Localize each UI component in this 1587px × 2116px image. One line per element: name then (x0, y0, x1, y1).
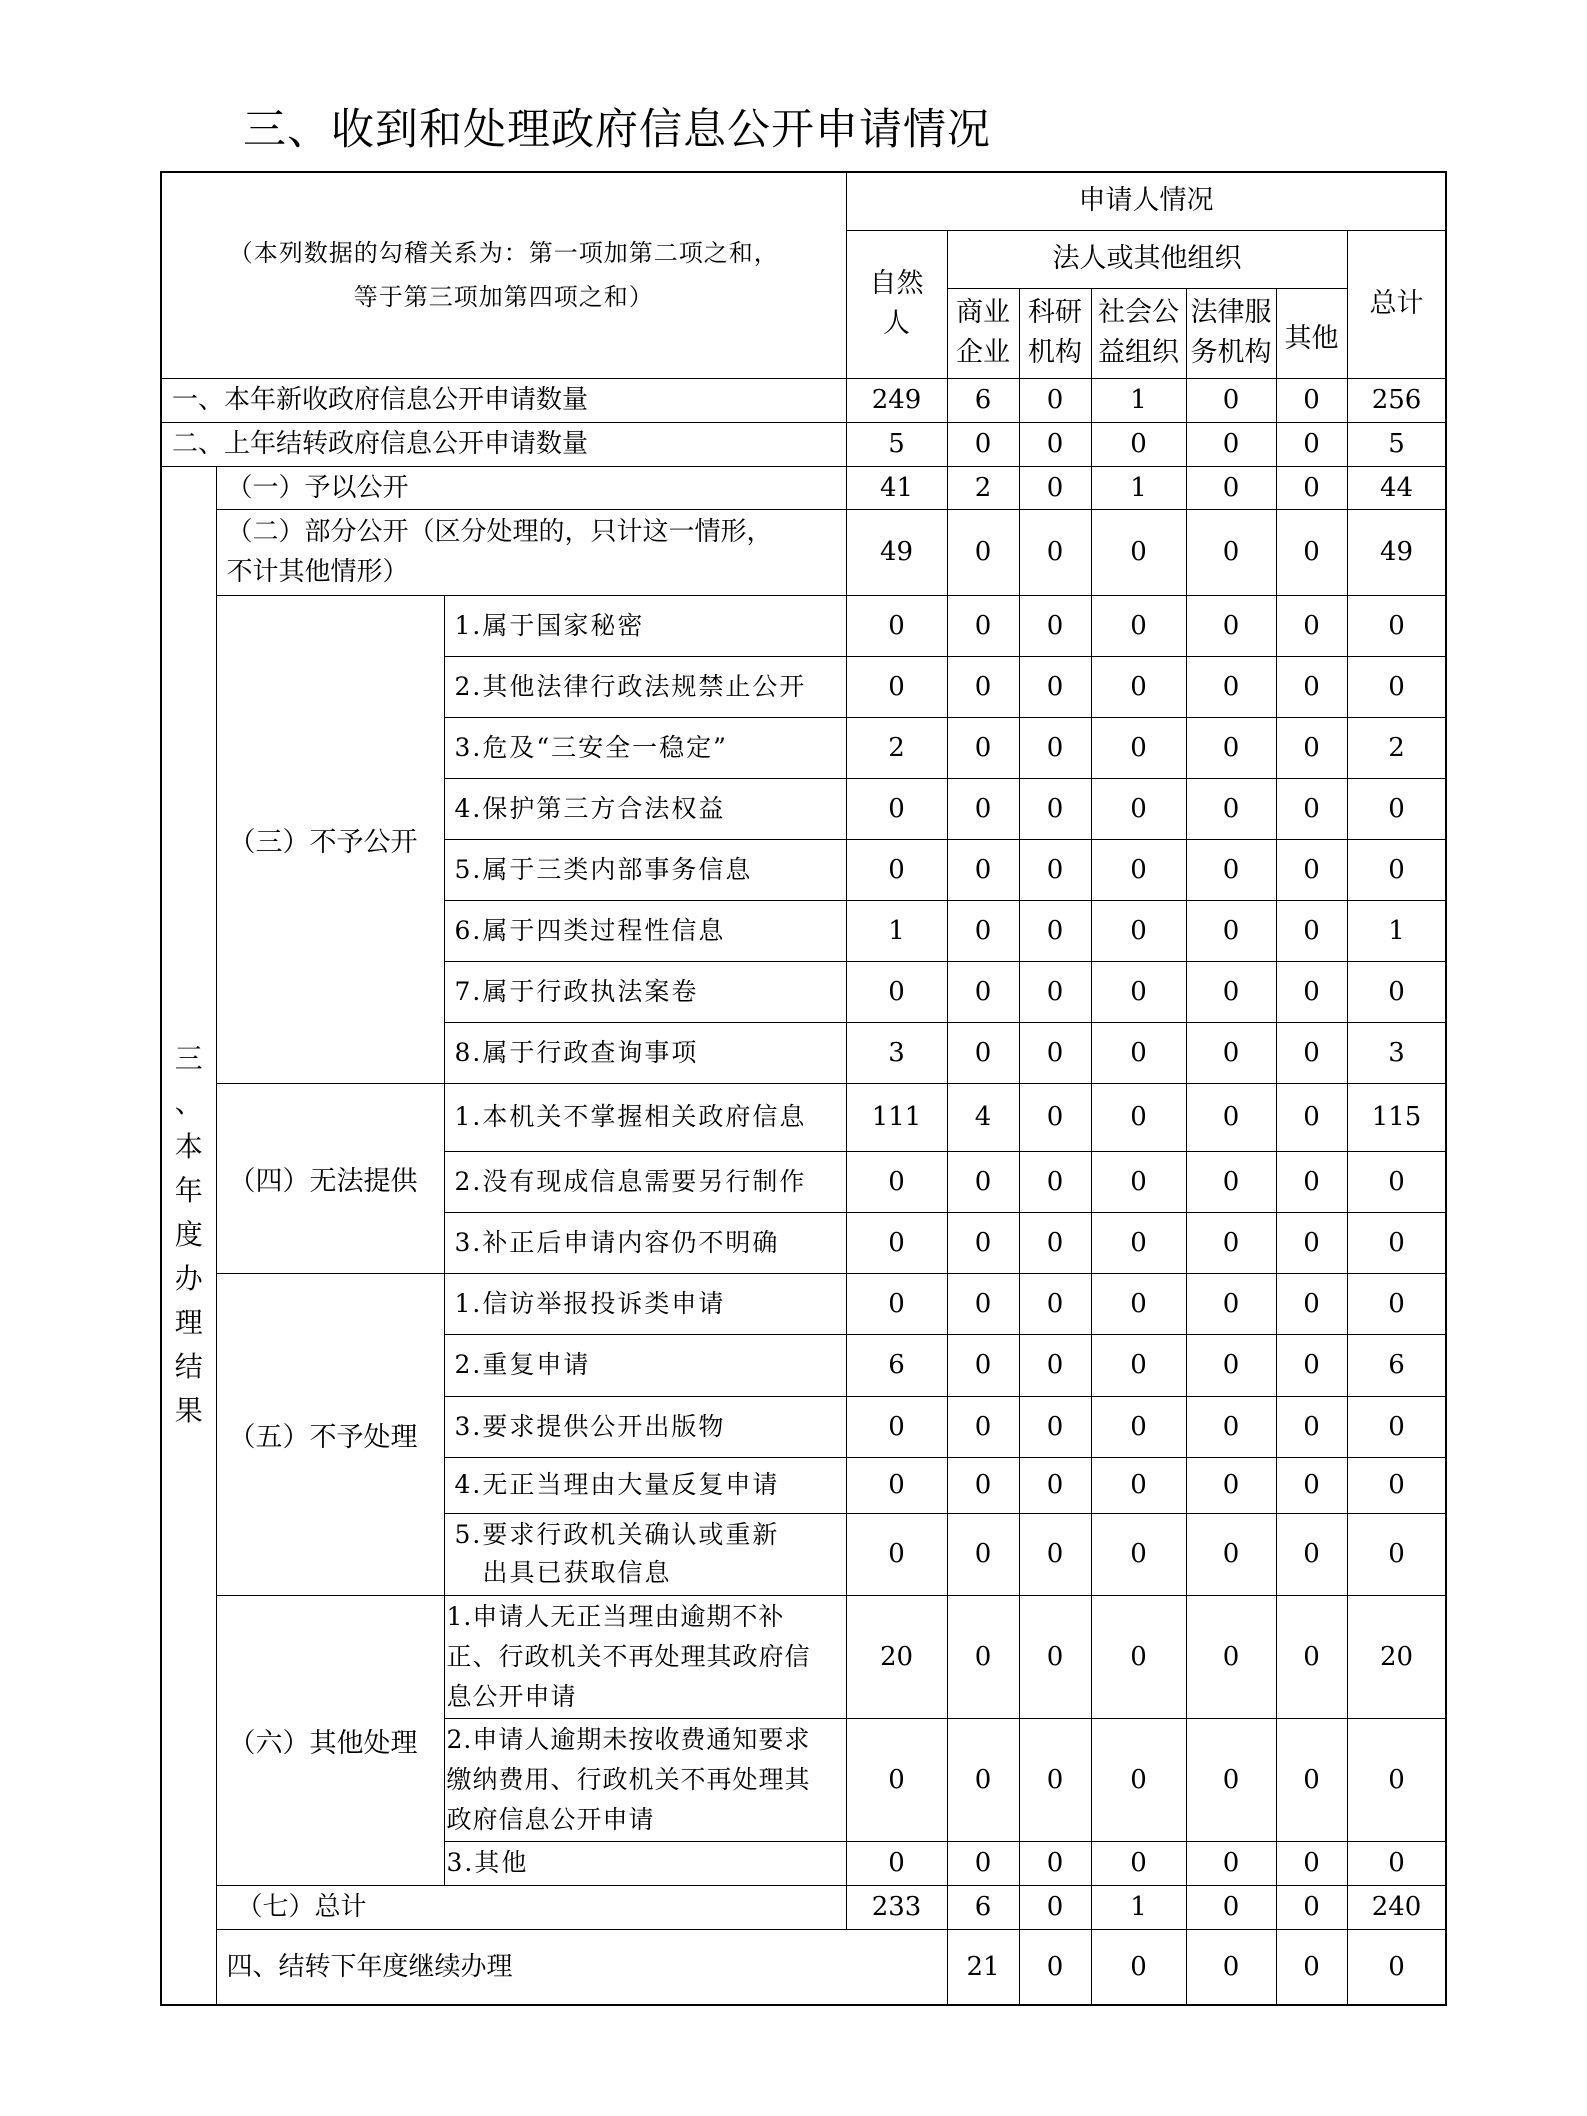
section-char: 三 (174, 1042, 203, 1076)
cell-value: 0 (947, 1595, 1019, 1718)
cell-value: 0 (1091, 1718, 1186, 1841)
cell-value: 0 (1186, 656, 1276, 717)
cell-value: 0 (1019, 1022, 1091, 1083)
cell-value: 0 (1019, 595, 1091, 656)
statistics-table (160, 171, 1447, 2006)
cell-value: 0 (1186, 839, 1276, 900)
cell-value: 1 (1347, 900, 1446, 961)
cell-value: 0 (1091, 1457, 1186, 1513)
group-label: （四）无法提供 (216, 1083, 444, 1273)
cell-value: 0 (1091, 900, 1186, 961)
cell-value: 1 (1091, 466, 1186, 509)
cell-value: 0 (1186, 1273, 1276, 1334)
cell-value: 3 (1347, 1022, 1446, 1083)
cell-value: 0 (947, 961, 1019, 1022)
cell-value: 0 (1091, 1022, 1186, 1083)
cell-value: 0 (1091, 1334, 1186, 1396)
cell-value: 0 (1186, 466, 1276, 509)
cell-value: 0 (1091, 1513, 1186, 1595)
item-label-line: 缴纳费用、行政机关不再处理其 (446, 1764, 811, 1794)
cell-value: 0 (1347, 1513, 1446, 1595)
cell-value: 6 (846, 1334, 947, 1396)
cell-value: 0 (846, 839, 947, 900)
item-label (444, 1595, 846, 1718)
cell-value: 0 (1019, 1083, 1091, 1151)
header-legal-service-line-2: 务机构 (1190, 337, 1272, 368)
cell-value: 2 (947, 466, 1019, 509)
cell-value: 0 (1091, 656, 1186, 717)
cell-value: 0 (1186, 1841, 1276, 1885)
cell-value: 0 (1091, 1595, 1186, 1718)
cell-value: 0 (1186, 717, 1276, 778)
cell-value: 0 (1276, 1151, 1347, 1212)
cell-value: 0 (1347, 1929, 1446, 2005)
cell-value: 0 (1019, 900, 1091, 961)
cell-value: 0 (1091, 509, 1186, 595)
header-social-welfare (1091, 288, 1186, 378)
cell-value: 0 (1186, 509, 1276, 595)
row-label: （七）总计 (216, 1885, 846, 1929)
cell-value: 0 (1186, 1929, 1276, 2005)
item-label-line: 息公开申请 (446, 1681, 577, 1711)
header-total: 总计 (1347, 230, 1446, 378)
cell-value: 0 (1019, 656, 1091, 717)
section-char: 理 (174, 1306, 203, 1340)
header-legal-service (1186, 288, 1276, 378)
cell-value: 0 (846, 1457, 947, 1513)
cell-value: 0 (1019, 961, 1091, 1022)
item-label: 4.无正当理由大量反复申请 (444, 1457, 846, 1513)
note-cell (161, 172, 846, 378)
cell-value: 0 (1091, 1929, 1186, 2005)
item-label: 2.重复申请 (444, 1334, 846, 1396)
cell-value: 0 (1091, 717, 1186, 778)
cell-value: 0 (1276, 1841, 1347, 1885)
cell-value: 0 (846, 1151, 947, 1212)
item-label-line: 政府信息公开申请 (446, 1804, 655, 1834)
cell-value: 0 (1091, 422, 1186, 466)
cell-value: 0 (846, 1513, 947, 1595)
cell-value: 0 (1347, 595, 1446, 656)
item-label-line: 1.申请人无正当理由逾期不补 (446, 1601, 785, 1631)
cell-value: 0 (1276, 1273, 1347, 1334)
cell-value: 0 (1019, 422, 1091, 466)
cell-value: 0 (947, 1457, 1019, 1513)
header-legal-entity: 法人或其他组织 (947, 230, 1347, 288)
row-label-line: （二）部分公开（区分处理的，只计这一情形， (226, 517, 773, 547)
table-row (161, 422, 1446, 466)
cell-value: 0 (1347, 1457, 1446, 1513)
header-legal-service-line-1: 法律服 (1190, 297, 1272, 328)
cell-value: 0 (1276, 656, 1347, 717)
cell-value: 0 (846, 961, 947, 1022)
cell-value: 6 (947, 378, 1019, 422)
cell-value: 0 (1276, 1334, 1347, 1396)
cell-value: 2 (1347, 717, 1446, 778)
cell-value: 0 (846, 1273, 947, 1334)
cell-value: 0 (1186, 900, 1276, 961)
group-label: （三）不予公开 (216, 595, 444, 1083)
cell-value: 0 (846, 656, 947, 717)
cell-value: 0 (1276, 1212, 1347, 1273)
header-commercial-line-2: 企业 (956, 337, 1011, 368)
cell-value: 0 (1276, 839, 1347, 900)
cell-value: 0 (1186, 1885, 1276, 1929)
cell-value: 41 (846, 466, 947, 509)
item-label: 3.要求提供公开出版物 (444, 1396, 846, 1457)
cell-value: 44 (1347, 466, 1446, 509)
section-three-label (161, 466, 216, 2005)
item-label: 8.属于行政查询事项 (444, 1022, 846, 1083)
cell-value: 0 (1347, 1273, 1446, 1334)
cell-value: 1 (846, 900, 947, 961)
cell-value: 0 (947, 1841, 1019, 1885)
row-label-line: 不计其他情形） (226, 557, 409, 587)
cell-value: 0 (1276, 378, 1347, 422)
header-natural-person (846, 230, 947, 378)
cell-value: 0 (1019, 839, 1091, 900)
cell-value: 0 (846, 1841, 947, 1885)
table-row (161, 1595, 1446, 1718)
cell-value: 0 (1186, 1083, 1276, 1151)
cell-value: 0 (1186, 1718, 1276, 1841)
header-social-line-1: 社会公 (1098, 297, 1180, 328)
cell-value: 0 (1347, 656, 1446, 717)
cell-value: 0 (1347, 839, 1446, 900)
cell-value: 0 (1019, 378, 1091, 422)
cell-value: 0 (1186, 1396, 1276, 1457)
cell-value: 0 (1186, 1212, 1276, 1273)
cell-value: 0 (1019, 1595, 1091, 1718)
cell-value: 6 (947, 1885, 1019, 1929)
row-label: 二、上年结转政府信息公开申请数量 (161, 422, 846, 466)
cell-value: 0 (1347, 778, 1446, 839)
cell-value: 0 (1276, 1885, 1347, 1929)
cell-value: 0 (1276, 595, 1347, 656)
cell-value: 0 (1091, 595, 1186, 656)
cell-value: 1 (1091, 378, 1186, 422)
section-char: 本 (174, 1130, 203, 1164)
cell-value: 5 (846, 422, 947, 466)
cell-value: 0 (1276, 961, 1347, 1022)
cell-value: 249 (846, 378, 947, 422)
cell-value: 0 (947, 509, 1019, 595)
header-research-line-1: 科研 (1028, 297, 1083, 328)
cell-value: 0 (1091, 1212, 1186, 1273)
cell-value: 0 (947, 1513, 1019, 1595)
header-research (1019, 288, 1091, 378)
cell-value: 0 (1347, 1718, 1446, 1841)
cell-value: 0 (947, 1334, 1019, 1396)
cell-value: 49 (846, 509, 947, 595)
cell-value: 0 (1276, 1595, 1347, 1718)
cell-value: 0 (1186, 961, 1276, 1022)
cell-value: 0 (947, 1718, 1019, 1841)
section-char: 度 (174, 1218, 203, 1252)
cell-value: 49 (1347, 509, 1446, 595)
cell-value: 0 (1186, 422, 1276, 466)
item-label: 5.属于三类内部事务信息 (444, 839, 846, 900)
cell-value: 1 (1091, 1885, 1186, 1929)
cell-value: 0 (1019, 1457, 1091, 1513)
cell-value: 0 (1091, 839, 1186, 900)
row-label: 一、本年新收政府信息公开申请数量 (161, 378, 846, 422)
item-label: 3.其他 (444, 1841, 846, 1885)
item-label: 1.本机关不掌握相关政府信息 (444, 1083, 846, 1151)
cell-value: 0 (1019, 1396, 1091, 1457)
header-research-line-2: 机构 (1028, 337, 1083, 368)
cell-value: 0 (1347, 1841, 1446, 1885)
cell-value: 0 (846, 1212, 947, 1273)
cell-value: 0 (1091, 961, 1186, 1022)
cell-value: 0 (947, 839, 1019, 900)
cell-value: 0 (846, 1718, 947, 1841)
table-row (161, 1885, 1446, 1929)
cell-value: 5 (1347, 422, 1446, 466)
cell-value: 0 (1276, 1929, 1347, 2005)
cell-value: 0 (1276, 1513, 1347, 1595)
cell-value: 0 (1019, 509, 1091, 595)
item-label: 1.属于国家秘密 (444, 595, 846, 656)
cell-value: 0 (1091, 1841, 1186, 1885)
cell-value: 0 (1276, 778, 1347, 839)
header-natural-line-1: 自然 (869, 268, 924, 299)
cell-value: 0 (947, 778, 1019, 839)
cell-value: 256 (1347, 378, 1446, 422)
header-applicant: 申请人情况 (846, 172, 1446, 230)
cell-value: 0 (1276, 1718, 1347, 1841)
cell-value: 0 (1186, 1334, 1276, 1396)
cell-value: 0 (1019, 1212, 1091, 1273)
cell-value: 0 (1186, 1022, 1276, 1083)
note-line-2: 等于第三项加第四项之和） (353, 283, 654, 312)
cell-value: 0 (846, 1396, 947, 1457)
cell-value: 233 (846, 1885, 947, 1929)
cell-value: 0 (1186, 1595, 1276, 1718)
cell-value: 0 (1186, 778, 1276, 839)
cell-value: 0 (1276, 900, 1347, 961)
table-row (161, 1083, 1446, 1151)
cell-value: 0 (1019, 1885, 1091, 1929)
cell-value: 240 (1347, 1885, 1446, 1929)
cell-value: 0 (947, 717, 1019, 778)
section-char: 办 (174, 1262, 203, 1296)
cell-value: 0 (1276, 1083, 1347, 1151)
cell-value: 4 (947, 1083, 1019, 1151)
cell-value: 0 (1347, 1151, 1446, 1212)
table-row (161, 1273, 1446, 1334)
item-label: 7.属于行政执法案卷 (444, 961, 846, 1022)
cell-value: 111 (846, 1083, 947, 1151)
cell-value: 0 (1019, 1929, 1091, 2005)
row-label: 四、结转下年度继续办理 (216, 1929, 947, 2005)
section-char: 、 (174, 1086, 203, 1120)
cell-value: 0 (1186, 378, 1276, 422)
item-label (444, 1718, 846, 1841)
cell-value: 0 (1186, 1457, 1276, 1513)
item-label: 3.补正后申请内容仍不明确 (444, 1212, 846, 1273)
cell-value: 115 (1347, 1083, 1446, 1151)
table-row (161, 466, 1446, 509)
cell-value: 2 (846, 717, 947, 778)
cell-value: 0 (1019, 1841, 1091, 1885)
group-label: （五）不予处理 (216, 1273, 444, 1595)
cell-value: 0 (947, 1022, 1019, 1083)
note-line-1: （本列数据的勾稽关系为：第一项加第二项之和， (228, 239, 779, 268)
header-other: 其他 (1276, 300, 1347, 378)
page-title: 三、收到和处理政府信息公开申请情况 (243, 105, 991, 155)
group-label: （六）其他处理 (216, 1595, 444, 1885)
cell-value: 0 (1347, 961, 1446, 1022)
item-label-line: 出具已获取信息 (482, 1558, 672, 1587)
header-commercial (947, 288, 1019, 378)
header-social-line-2: 益组织 (1098, 337, 1180, 368)
item-label-line: 正、行政机关不再处理其政府信 (446, 1641, 811, 1671)
cell-value: 0 (947, 1151, 1019, 1212)
cell-value: 20 (846, 1595, 947, 1718)
cell-value: 0 (1019, 778, 1091, 839)
cell-value: 21 (947, 1929, 1019, 2005)
cell-value: 0 (1019, 466, 1091, 509)
section-char: 年 (174, 1174, 203, 1208)
cell-value: 0 (1091, 1151, 1186, 1212)
header-natural-line-2: 人 (883, 308, 911, 339)
cell-value: 3 (846, 1022, 947, 1083)
item-label-line: 5.要求行政机关确认或重新 (454, 1520, 780, 1549)
cell-value: 0 (947, 1212, 1019, 1273)
cell-value: 0 (947, 1396, 1019, 1457)
cell-value: 0 (947, 422, 1019, 466)
cell-value: 0 (1186, 1151, 1276, 1212)
cell-value: 0 (1276, 1022, 1347, 1083)
header-commercial-line-1: 商业 (956, 297, 1011, 328)
cell-value: 0 (947, 656, 1019, 717)
cell-value: 0 (1019, 1151, 1091, 1212)
item-label: 2.没有现成信息需要另行制作 (444, 1151, 846, 1212)
table-row (161, 509, 1446, 595)
cell-value: 0 (1276, 509, 1347, 595)
cell-value: 0 (1091, 778, 1186, 839)
cell-value: 0 (1019, 717, 1091, 778)
cell-value: 0 (1186, 1513, 1276, 1595)
cell-value: 0 (1091, 1083, 1186, 1151)
cell-value: 0 (1019, 1513, 1091, 1595)
section-char: 果 (174, 1394, 203, 1428)
cell-value: 0 (1276, 1396, 1347, 1457)
cell-value: 0 (846, 778, 947, 839)
item-label: 3.危及“三安全一稳定” (444, 717, 846, 778)
cell-value: 6 (1347, 1334, 1446, 1396)
section-char: 结 (174, 1350, 203, 1384)
cell-value: 0 (1019, 1273, 1091, 1334)
table-row (161, 595, 1446, 656)
row-label (216, 509, 846, 595)
cell-value: 20 (1347, 1595, 1446, 1718)
table-row (161, 378, 1446, 422)
cell-value: 0 (1091, 1396, 1186, 1457)
cell-value: 0 (846, 595, 947, 656)
cell-value: 0 (1019, 1334, 1091, 1396)
cell-value: 0 (1019, 1718, 1091, 1841)
cell-value: 0 (947, 1273, 1019, 1334)
cell-value: 0 (1347, 1396, 1446, 1457)
cell-value: 0 (947, 900, 1019, 961)
cell-value: 0 (1276, 466, 1347, 509)
item-label: 1.信访举报投诉类申请 (444, 1273, 846, 1334)
item-label-line: 2.申请人逾期未按收费通知要求 (446, 1724, 811, 1754)
item-label: 4.保护第三方合法权益 (444, 778, 846, 839)
cell-value: 0 (1276, 717, 1347, 778)
item-label: 2.其他法律行政法规禁止公开 (444, 656, 846, 717)
cell-value: 0 (1276, 1457, 1347, 1513)
cell-value: 0 (1276, 422, 1347, 466)
item-label: 6.属于四类过程性信息 (444, 900, 846, 961)
cell-value: 0 (1186, 595, 1276, 656)
cell-value: 0 (1347, 1212, 1446, 1273)
item-label (444, 1513, 846, 1595)
row-label: （一）予以公开 (216, 466, 846, 509)
table-row (161, 1929, 1446, 2005)
cell-value: 0 (1091, 1273, 1186, 1334)
cell-value: 0 (947, 595, 1019, 656)
